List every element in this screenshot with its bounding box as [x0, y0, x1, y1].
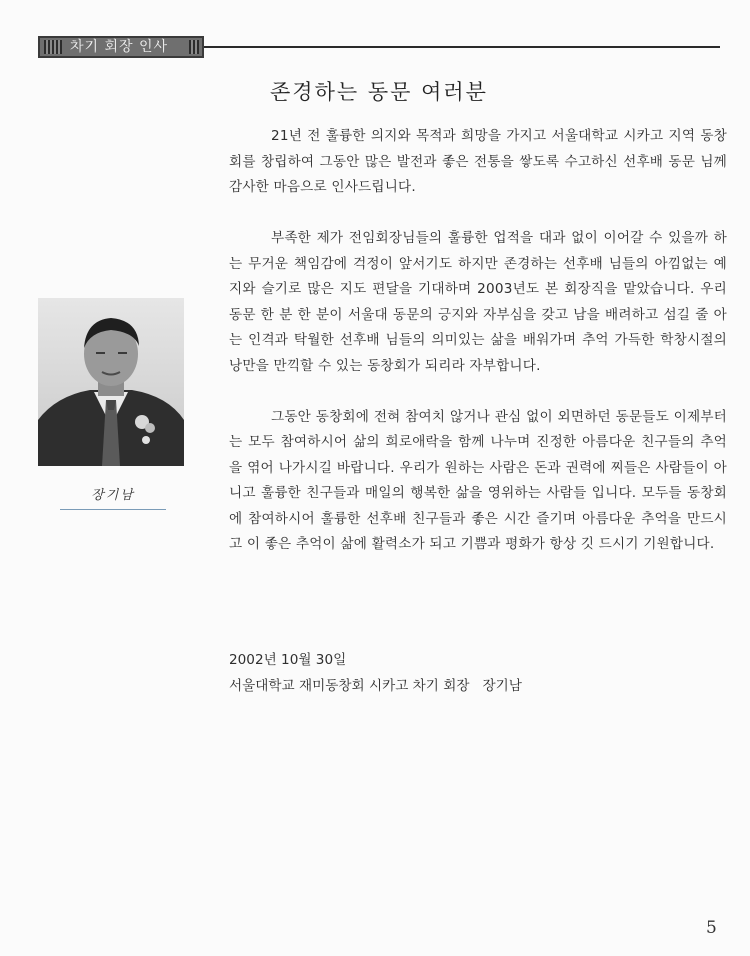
- section-label-text: 차기 회장 인사: [70, 39, 169, 55]
- page-title: 존경하는 동문 여러분: [270, 80, 488, 104]
- paragraph-3: 그동안 동창회에 전혀 참여치 않거나 관심 없이 외면하던 동문들도 이제부터는 모두 참여하시어 삶의 희로애락을 함께 나누며 진정한 아름다운 친구들의 추억을 엮어 나가시길 바랍니다. 우리가 원하는 사람은 돈과 권력에 찌들은 사람들이 아니고 훌륭한 친구들과 매일의 행복한 삶을 영위하는 사람들 입니다. 모두들 동창회에 참여하시어 훌륭한 선후배 친구들과 좋은 시간 즐기며 아름다운 추억을 만드시고 이 좋은 추억이 삶에 활력소가 되고 기쁨과 평화가 항상 깃 드시기 기원합니다.: [229, 408, 727, 552]
- paragraph-1: 21년 전 훌륭한 의지와 목적과 희망을 가지고 서울대학교 시카고 지역 동창회를 창립하여 그동안 많은 발전과 좋은 전통을 쌓도록 수고하신 선후배 동문 님께 감사한 마음으로 인사드립니다.: [229, 128, 727, 195]
- portrait-photo: [38, 298, 184, 466]
- caption-underline: [60, 509, 166, 510]
- signoff: [229, 648, 727, 699]
- header-rule: [204, 46, 720, 48]
- page-number: 5: [706, 918, 717, 938]
- signature-line: 서울대학교 재미동창회 시카고 차기 회장 장기남: [229, 677, 522, 694]
- photo-caption: 장기남: [91, 488, 135, 503]
- letter-body: [229, 124, 727, 583]
- section-label-stripe: [189, 40, 199, 54]
- paragraph-2: 부족한 제가 전임회장님들의 훌륭한 업적을 대과 없이 이어갈 수 있을까 하는 무거운 책임감에 걱정이 앞서기도 하지만 존경하는 선후배 님들의 아낌없는 예지와 슬기로 많은 지도 편달을 기대하며 2003년도 본 회장직을 맡았습니다. 우리 동문 한 분 한 분이 서울대 동문의 긍지와 자부심을 갖고 남을 배려하고 섬길 줄 아는 인격과 탁월한 선후배 님들의 의미있는 삶을 배워가며 추억 가득한 학창시절의 낭만을 만끽할 수 있는 동창회가 되리라 자부합니다.: [229, 230, 727, 374]
- section-label: [38, 36, 204, 58]
- letter-date: 2002년 10월 30일: [229, 652, 347, 668]
- portrait-image: [38, 298, 184, 466]
